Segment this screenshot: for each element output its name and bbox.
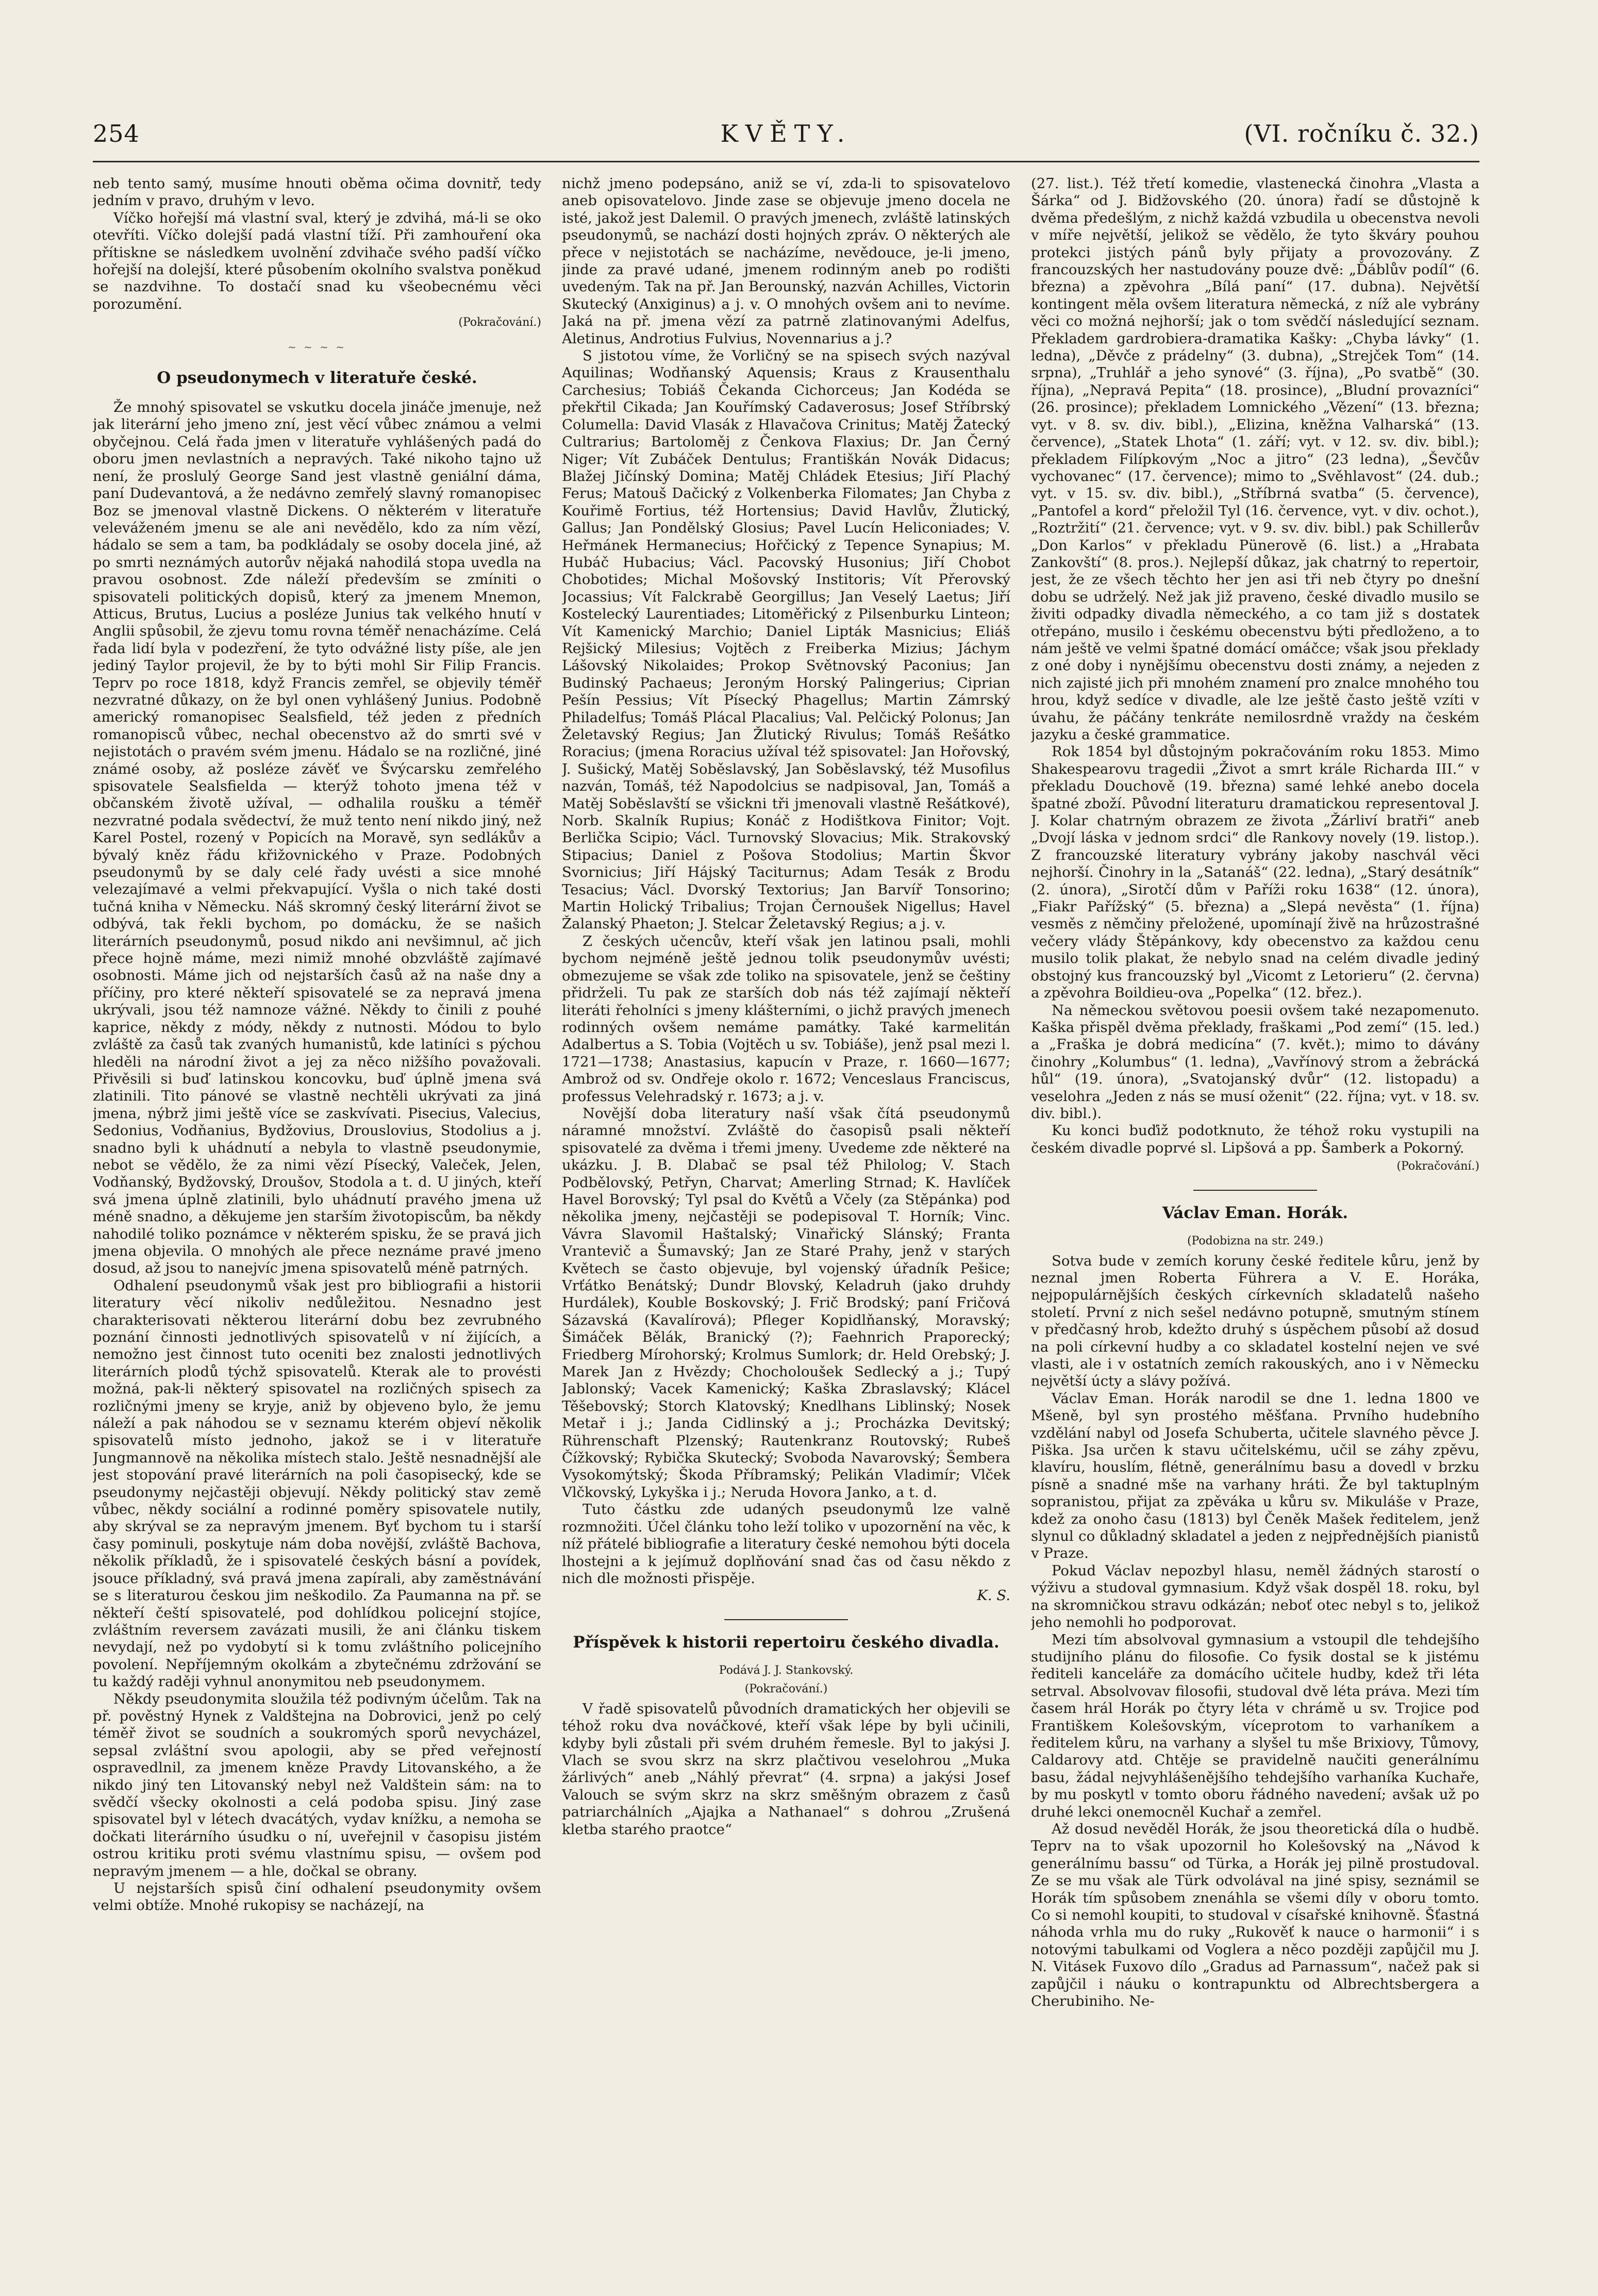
paragraph: V řadě spisovatelů původních dramatických her objevili se téhož roku dva nováčkové, kteří však lépe by byli učinili, kdyby byli zůstali při svém druhém řemesle. Byl to jakýsi J. Vlach se svou skrz na skrz plačtivou veselohrou „Muka žárlivých“ aneb „Náhlý převrat“ (4. srpna) a jakýsi Josef Valouch se svým skrz na skrz směšným obrazem z časů patriarchálních „Ajajka a Nathanael“ s dohrou „Zrušená kletba starého praotce“ bbox=[562, 1700, 1010, 1838]
continuation-note: (Pokračování.) bbox=[1396, 1160, 1479, 1173]
paragraph: (27. list.). Též třetí komedie, vlastenecká činohra „Vlasta a Šárka“ od J. Bidžovského (20. února) řadí se důstojně k dvěma předešlým, z nichž každá vzbudila u obecenstva nevoli v míře největší, jelikož se vědělo, že tyto škváry pouhou protekci jistých pánů byly přijaty a provozovány. Z francouzských her nastudovány pouze dvě: „Ďáblův podíl“ (6. března) a zpěvohra „Bílá paní“ (17. dubna). Největší kontingent měla ovšem literatura německá, z níž ale vybrány věci co možná nejhorší; jak o tom svědčí následující seznam. Překladem gardrobiera-dramatika Kašky: „Chyba lávky“ (1. ledna), „Děvče z prádelny“ (3. dubna), „Strejček Tom“ (14. srpna), „Truhlář a jeho synové“ (3. října), „Po svatbě“ (30. října), „Nepravá Pepita“ (18. prosince), „Bludní provazníci“ (26. prosince); překladem Lomnického „Vězení“ (13. března; vyt. v 8. sv. div. bibl.), „Elizina, kněžna Valharská“ (13. července), „Statek Lhota“ (1. září; vyt. v 12. sv. div. bibl.); překladem Filípkovým „Noc a jitro“ (23 ledna), „Ševčův vychovanec“ (17. července); mimo to „Svěhlavost“ (24. dub.; vyt. v 15. sv. div. bibl.), „Stříbrná svatba“ (5. července), „Pantofel a kord“ přeložil Tyl (16. července, vyt. v div. ochot.), „Roztržití“ (21. července; vyt. v 9. sv. div. bibl.) pak Schillerův „Don Karlos“ v překladu Pünerově (6. list.) a „Hrabata Zankovští“ (8. pros.). Nejlepší důkaz, jak chatrný to repertoir, jest, že ze všech těchto her jen asi tři neb čtyry po dnešní dobu se udrželý. Než jak již praveno, české divadlo musilo se živiti odpadky divadla německého, a co tam již s dostatek otřepáno, musilo i českému obecenstvu býti předloženo, a to nám ještě ve velmi špatné domácí omáčce; však jsou překlady z oné doby i nynějšímu obecenstvu dosti známy, a nejeden z nich zajisté jich při mnohém znamení pro znalce mnohého tou hrou, když sedíce v divadle, ale lze ještě často ještě vzíti v úvahu, že páčány tenkráte nemilosrdně vraždy na českém jazyku a české grammatice. bbox=[1031, 175, 1479, 743]
paragraph: Sotva bude v zemích koruny české ředitele kůru, jenž by neznal jmen Roberta Führera a V. E. Horáka, nejpopulárnějších českých církevních skladatelů našeho století. První z nich sešel nedávno potupně, smutným stínem v předčasný hrob, kdežto druhý s úspěchem působí až dosud na poli církevní hudby a co skladatel kostelní nejen ve své vlasti, ale i v ostatních zemích rakouských, ano i v Německu největší úcty a slávy požívá. bbox=[1031, 1252, 1479, 1390]
continuation-note: (Pokračování.) bbox=[744, 1682, 828, 1695]
author-signature: K. S. bbox=[977, 1587, 1010, 1604]
article-heading: Václav Eman. Horák. bbox=[1162, 1203, 1349, 1222]
page-header bbox=[93, 120, 1479, 161]
header-rule bbox=[93, 161, 1479, 162]
paragraph: Tuto částku zde udaných pseudonymů lze valně rozmnožiti. Účel článku toho leží toliko v upozornění na věc, k níž přátelé bibliografie a literatury české nemohou býti docela lhostejni a k jejímuž doplňování snad čas od času někdo z nich dle možnosti přispěje. bbox=[562, 1501, 1010, 1587]
paragraph: Ku konci buďiž podotknuto, že téhož roku vystupili na českém divadle poprvé sl. Lipšová a pp. Šamberk a Pokorný. bbox=[1031, 1122, 1479, 1156]
byline: Podává J. J. Stankovský. bbox=[719, 1663, 854, 1677]
paragraph: Na německou světovou poesii ovšem také nezapomenuto. Kaška přispěl dvěma překlady, fraškami „Pod zemí“ (15. led.) a „Fraška je dobrá medicína“ (7. květ.); mimo to dávány činohry „Kolumbus“ (1. ledna), „Vavřínový strom a žebrácká hůl“ (19. února), „Svatojanský dvůr“ (12. listopadu) a veselohra „Jeden z nás se musí oženit“ (22. října; vyt. v 18. sv. div. bibl.). bbox=[1031, 1002, 1479, 1122]
column-2 bbox=[562, 175, 1010, 2258]
section-rule bbox=[1193, 1190, 1317, 1191]
paragraph: U nejstarších spisů činí odhalení pseudonymity ovšem velmi obtíže. Mnohé rukopisy se nacházejí, na bbox=[93, 1880, 541, 1914]
section-rule bbox=[724, 1619, 848, 1620]
article-heading: O pseudonymech v literatuře české. bbox=[157, 369, 477, 388]
paragraph: Někdy pseudonymita sloužila též podivným účelům. Tak na př. pověstný Hynek z Valdštejna na Dobrovici, jenž po celý téměř život se soudních a soukromých sporů nevycházel, sepsal zvláštní svou apologii, aby se před veřejností ospravedlnil, za jmenem kněze Pravdy Litovanského, a že nikdo jiný ten Litovanský nebyl než Valdštein sám: na to svědčí všecky okolnosti a celá podoba spisu. Jiný zase spisovatel byl v létech dvacátých, vydav knížku, a nemoha se dočkati literárního úsudku o ní, uveřejnil v časopisu jistém ostrou kritiku proti svému vlastnímu spisu, — ovšem pod nepravým jmenem — a hle, dočkal se obrany. bbox=[93, 1690, 541, 1879]
column-1 bbox=[93, 175, 541, 2258]
paragraph: S jistotou víme, že Vorličný se na spisech svých nazýval Aquilinas; Wodňanský Aquensis; Kraus z Krausenthalu Carchesius; Tobiáš Čekanda Cichorceus; Jan Kodéda se překřtil Cikada; Jan Kouřímský Cadaverosus; Josef Stříbrský Columella: David Vlasák z Hlavačova Crinitus; Matěj Žatecký Cultrarius; Bartoloměj z Čenkova Flaxius; Dr. Jan Černý Niger; Vít Zubáček Dentulus; Františkán Novák Didacus; Blažej Jičínský Domina; Matěj Chládek Etesius; Jiří Plachý Ferus; Matouš Dačický z Volkenberka Filomates; Jan Chyba z Kouřimě Fortius, též Hortensius; David Havlův, Žlutický, Gallus; Jan Pondělský Glosius; Pavel Lucín Heliconiades; V. Heřmánek Hermanecius; Hořčický z Tepence Synapius; M. Hubáč Hubacius; Václ. Pacovský Husonius; Jiří Chobot Chobotides; Michal Mošovský Institoris; Vít Přerovský Jocassius; Vít Falckrabě Georgillus; Jan Veselý Laetus; Jiří Kostelecký Laurentiades; Litoměřický z Pilsenburku Linteon; Vít Kamenický Marchio; Daniel Lipták Masnicius; Eliáš Rejšický Milesius; Vojtěch z Freiberka Mizius; Jáchym Lášovský Nikolaides; Prokop Světnovský Paconius; Jan Budinský Pachaeus; Jeroným Horský Palingerius; Ciprian Pešín Pessius; Vít Písecký Phagellus; Martin Zámrský Philadelfus; Tomáš Plácal Placalius; Val. Pelčický Polonus; Jan Želetavský Regius; Jan Žlutický Rivulus; Tomáš Rešátko Roracius; (jmena Roracius užíval též spisovatel: Jan Hořovský, J. Sušický, Matěj Soběslavský, Jan Soběslavský, též Musofilus nazván, Tomáš, též Napodolcius se nadpisoval, Jan, Tomáš a Matěj Soběslavští se všickni tři jmenovali vlastně Rešátkové), Norb. Skalník Rupius; Konáč z Hodištkova Finitor; Vojt. Berlička Scipio; Václ. Turnovský Slovacius; Mik. Strakovský Stipacius; Daniel z Pošova Stodolius; Martin Škvor Svornicius; Jiří Hájský Taciturnus; Adam Tesák z Brodu Tesacius; Václ. Dvorský Textorius; Jan Barvíř Tonsorino; Martin Holický Tribalius; Trojan Černoušek Nigellus; Havel Žalanský Phaeton; J. Stelcar Želetavský Regius; a j. v. bbox=[562, 347, 1010, 933]
page-number: 254 bbox=[93, 120, 140, 147]
subheading: (Podobizna na str. 249.) bbox=[1187, 1234, 1324, 1247]
paragraph: neb tento samý, musíme hnouti oběma očima dovnitř, tedy jedním v pravo, druhým v levo. bbox=[93, 175, 541, 209]
continuation-note: (Pokračování.) bbox=[458, 316, 541, 329]
paragraph: Víčko hořejší má vlastní sval, který je zdvihá, má-li se oko otevříti. Víčko dolejší padá vlastní tíží. Při zamhouření oka přítiskne se následkem uvolnění zdvihače svého padší víčko hořejší na dolejší, které působením okolního svalstva poněkud se nazdvihne. To dostačí snad ku všeobecnému věci porozumění. bbox=[93, 209, 541, 312]
paragraph: Václav Eman. Horák narodil se dne 1. ledna 1800 ve Mšeně, byl syn prostého měšťana. Prvního hudebního vzdělání nabyl od Josefa Schuberta, učitele slavného pěvce J. Piška. Jsa určen k stavu učitelskému, učil se záhy zpěvu, klavíru, houslím, flétně, generálnímu basu a dovedl v brzku písně a snadné mše na varhany hráti. Že byl taktuplným sopranistou, přijat za zpěváka u kůru sv. Mikuláše v Praze, kdež za onoho času (1813) byl Čeněk Mašek ředitelem, jenž slynul co důkladný skladatel a jeden z nejpřednějších pianistů v Praze. bbox=[1031, 1390, 1479, 1562]
column-3 bbox=[1031, 175, 1479, 2258]
paragraph: Že mnohý spisovatel se vskutku docela jináče jmenuje, než jak literární jeho jmeno zní, jest věcí vůbec známou a velmi obyčejnou. Celá řada jmen v literatuře vyhlášených padá do oboru jmen nevlastních a nepravých. Také nikoho tajno už není, že proslulý George Sand jest vlastně geniální dáma, paní Dudevantová, a že nedávno zemřelý slavný romanopisec Boz se jmenoval vlastně Dickens. O některém v literatuře veleváženém jmenu se ale ani nevědělo, kdo za ním vězí, hádalo se sem a tam, ba podkládaly se osoby docela jiné, až po smrti neznámých autorův nějaká nahodilá stopa uvedla na pravou osobnost. Zde náleží především se zmíniti o spisovateli politických dopisů, který za jmenem Mnemon, Atticus, Brutus, Lucius a posléze Junius tak velkého hnutí v Anglii spůsobil, že zjevu tomu rovna téměř nenacházíme. Celá řada lidí byla v podezření, že tyto odvážné listy píše, ale jen jediný Taylor projevil, že by to býti mohl Sir Filip Francis. Teprv po roce 1818, když Francis zemřel, se objevily téměř nezvratné důkazy, on že byl onen vyhlášený Junius. Podobně americký romanopisec Sealsfield, též jeden z předních romanopisců vůbec, nechal obecenstvo až do smrti své v nejistotách o pravém svém jmenu. Hádalo se na rozličné, jiné známé osoby, až posléze závěť ve Švýcarsku zemřelého spisovatele Sealsfielda — kterýž tohoto jmena též v občanském životě užíval, — odhalila roušku a téměř nezvratné podala svědectví, že muž tento není nikdo jiný, než Karel Postel, rozený v Popicích na Moravě, syn sedlákův a bývalý kněz řádu křižovnického v Praze. Podobných pseudonymů by se daly celé řady uvésti a sice mnohé velezajímavé a velmi překvapující. Vyšla o nich také dosti tučná kniha v Německu. Náš skromný český literární život se odbývá, tak řekli bychom, po domácku, že se našich literárních pseudonymů, posud nikdo ani nevšimnul, ač jich přece hojně máme, mezi nimiž mnohé obzvláště zajímavé osobnosti. Máme jich od nejstarších časů až na naše dny a příčiny, pro které někteří spisovatelé se za nepravá jmena ukrývali, jsou též namnoze vážné. Někdy to činili z pouhé kaprice, někdy z módy, někdy z nutnosti. Módou to bylo zvláště za časů tak zvaných humanistů, kde latiníci s pýchou hleděli na národní život a jej za něco nižšího považovali. Přivěsili si buď latinskou koncovku, buď úplně jmena svá zlatinili. Tito pánové se vlastně nechtěli ukrývati za jiná jmena, nýbrž jimi ještě více se zaskvívati. Pisecius, Valecius, Sedonius, Vodňanius, Bydžovius, Drouslovius, Stodolius a j. snadno byli k uhádnutí a nebyla to vlastně pseudonymie, nebot se vědělo, že za nimi vězí Písecký, Valeček, Jelen, Vodňanský, Bydžovský, Droušov, Stodola a t. d. U jiných, kteří svá jmena úplně zlatinili, bylo uhádnutí pravého jmena už méně snadno, a děkujeme jen starším životopiscům, ba někdy nahodilé toliko poznámce v některém spisku, že se pravá jich jmena objevila. O mnohých ale přece neznáme pravé jmeno dosud, až jsou to nanejvíc jmena spisovatelů méně patrných. bbox=[93, 399, 541, 1277]
paragraph: Až dosud nevěděl Horák, že jsou theoretická díla o hudbě. Teprv na to však upozornil ho Kolešovský na „Návod k generálnímu bassu“ od Türka, a Horák jej pilně prostudoval. Ze se mu však ale Türk odvolával na jiné spisy, seznámil se Horák tím spůsobem znenáhla se všemi díly v oboru tomto. Co si nemohl koupiti, to studoval v císařské knihovně. Šťastná náhoda vrhla mu do ruky „Rukověť k nauce o harmonii“ i s notovými tabulkami od Voglera a něco později zapůjčil mu J. N. Vitásek Fuxovo dílo „Gradus ad Parnassum“, načež pak si zapůjčil i náuku o kontrapunktu od Albrechtsbergera a Cherubiniho. Ne- bbox=[1031, 1820, 1479, 2010]
ornament-divider: ~ ~ ~ ~ bbox=[287, 340, 347, 353]
paragraph: Rok 1854 byl důstojným pokračováním roku 1853. Mimo Shakespearovu tragedii „Život a smrt krále Richarda III.“ v překladu Douchově (19. března) samé lehké anebo docela špatné zboží. Původní literaturu dramatickou representoval J. J. Kolar chatrným obrazem ze života „Žárliví bratři“ aneb „Dvojí láska v jednom srdci“ dle Rankovy novely (19. listop.). Z francouzské literatury vybrány jakoby naschvál věci nejhorší. Činohry in la „Satanáš“ (22. ledna), „Starý desátník“ (2. února), „Sirotčí dům v Paříži roku 1638“ (12. února), „Fiakr Pařížský“ (5. března) a „Slepá nevěsta“ (1. října) vesměs z němčiny přeložené, upomínají živě na hrůzostrašné večery vlády Štěpánkovy, kdy obecenstvo za každou cenu musilo tolik plakat, že nebylo snad na celém divadle jediný obstojný kus francouzský byl „Vicomt z Letorieru“ (2. června) a zpěvohra Boildieu-ova „Popelka“ (12. břez.). bbox=[1031, 743, 1479, 1002]
paragraph: Pokud Václav nepozbyl hlasu, neměl žádných starostí o výživu a studoval gymnasium. Když však dospěl 18. roku, byl na skromničkou stravu odkázán; neboť otec nebyl s to, jelikož jeho nemohli ho podporovat. bbox=[1031, 1562, 1479, 1631]
journal-title: KVĚTY. bbox=[720, 120, 852, 147]
paragraph: Novější doba literatury naší však čítá pseudonymů náramné množství. Zvláště do časopisů psali někteří spisovatelé za dvěma i třemi jmeny. Uvedeme zde některé na ukázku. J. B. Dlabač se psal též Philolog; V. Stach Podbělovský, Petřyn, Charvat; Amerling Strnad; K. Havlíček Havel Borovský; Tyl psal do Květů a Včely (za Stěpánka) pod několika jmeny, nejčastěji se podepisoval T. Horník; Vinc. Vávra Slavomil Haštalský; Vinařický Slánský; Franta Vrantevič a Šumavský; Jan ze Staré Prahy, jenž v starých Květech se často objevuje, byl vojenský úřadník Pešice; Vrťátko Benátský; Dundr Blovský, Keladruh (jako druhdy Hurdálek), Kouble Boskovský; J. Frič Brodský; paní Fričová Sázavská (Kavalírová); Pfleger Kopidlňanský, Moravský; Šimáček Bělák, Branický (?); Faehnrich Praporecký; Friedberg Mírohorský; Krolmus Sumlork; dr. Held Orebský; J. Marek Jan z Hvězdy; Chocholoušek Sedlecký a j.; Tupý Jablonský; Vacek Kamenický; Kaška Zbraslavský; Klácel Těšebovský; Storch Klatovský; Knedlhans Liblinský; Nosek Metař i j.; Janda Cidlinský a j.; Procházka Devitský; Rührenschaft Plzenský; Rautenkranz Routovský; Rubeš Čížkovský; Rybička Skutecký; Svoboda Navarovský; Šembera Vysokomýtský; Škoda Příbramský; Pelikán Vladimír; Vlček Vlčkovský, Lykyška i j.; Neruda Hovora Janko, a t. d. bbox=[562, 1105, 1010, 1501]
paragraph: Mezi tím absolvoval gymnasium a vstoupil dle tehdejšího studijního plánu do filosofie. Co fysik dostal se k jistému řediteli kanceláře za domácího učitele hudby, kdež tři léta setrval. Absolvovav filosofii, studoval dvě léta práva. Mezi tím časem hrál Horák po čtyry léta v chrámě u sv. Trojice pod Františkem Kolešovským, víceprotom to varhaníkem a ředitelem kůru, na varhany a slyšel tu mše Brixiovy, Tůmovy, Caldarovy atd. Chtěje se pravidelně naučiti generálnímu basu, žádal nejvyhlášenějšího tehdejšího varhaníka Kuchaře, by mu poskytl v tomto oboru řádného navedení; avšak už po druhé lekci onemocněl Kuchař a zemřel. bbox=[1031, 1631, 1479, 1820]
paragraph: Odhalení pseudonymů však jest pro bibliografii a historii literatury věcí nikoliv nedůležitou. Nesnadno jest charakterisovati některou literární dobu bez zevrubného poznání činnosti jednotlivých spisovatelů v ní žijících, a nemožno jest činnost tuto oceniti bez znalosti jednotlivých literárních plodů týchž spisovatelů. Kterak ale to provésti možná, pak-li některý spisovatel na rozličných spisech za rozličnými jmeny se kryje, aniž by objeveno bylo, že jemu náleží a pak náhodou se v seznamu kterém objeví několik spisovatelů místo jednoho, jakož se i v literatuře Jungmannově na několika místech stalo. Ještě nesnadnější ale jest stopování pravé literárních na poli časopisecký, kde se pseudonymy nejčastěji objevují. Někdy politický stav země vůbec, někdy sociální a rodinné poměry spisovatele nutily, aby skrýval se za nepravým jmenem. Byť bychom tu i starší časy pominuli, poskytuje nám doba novější, zvláště Bachova, několik příkladů, že i spisovatelé českých básní a povídek, jsouce příkladný, svá pravá jmena zapírali, aby zaměstnávání se s literaturou českou jim neškodilo. Za Paumanna na př. se někteří čeští spisovatelé, pod dohlídkou policejní stojíce, zvláštním reversem zavázati musili, že ani článku tiskem nevydají, než po vydobytí si k tomu zvláštního policejního povolení. Nepříjemným okolkám a zbytečnému zdržování se tu každý raději vyhnul anonymitou neb pseudonymem. bbox=[93, 1277, 541, 1690]
paragraph: Z českých učencův, kteří však jen latinou psali, mohli bychom nejméně ještě jednou tolik pseudonymův uvésti; obmezujeme se však zde toliko na spisovatele, jenž se češtiny přidrželi. Tu pak ze starších dob nás též zajímají někteří literáti řeholníci s jmeny klášterními, o jichž pravých jmenech rodinných ovšem nemáme památky. Také karmelitán Adalbertus a S. Tobia (Vojtěch u sv. Tobiáše), jenž psal mezi l. 1721—1738; Anastasius, kapucín v Praze, r. 1660—1677; Ambrož od sv. Ondřeje okolo r. 1672; Venceslaus Franciscus, professus Velehradský r. 1673; a j. v. bbox=[562, 933, 1010, 1105]
article-heading: Příspěvek k historii repertoiru českého divadla. bbox=[573, 1633, 1000, 1652]
issue-label: (VI. ročníku č. 32.) bbox=[1244, 120, 1479, 147]
paragraph: nichž jmeno podepsáno, aniž se ví, zda-li to spisovatelovo aneb opisovatelovo. Jinde zase se objevuje jmeno docela ne isté, jakož jest Dalemil. O pravých jmenech, zvláště latinských pseudonymů, se nachází dosti hojných zpráv. O některých ale přece v nejistotách se nacházíme, nevědouce, je-li jmeno, jinde za pravé udané, jmenem rodinným aneb po rodišti uvedeným. Tak na př. Jan Berounský, nazván Achilles, Victorin Skutecký (Anxiginus) a j. v. O mnohých ovšem ani to nevíme. Jaká na př. jmena vězí za patrně zlatinovanými Adelfus, Aletinus, Androtius Fulvius, Novennarius a j.? bbox=[562, 175, 1010, 347]
